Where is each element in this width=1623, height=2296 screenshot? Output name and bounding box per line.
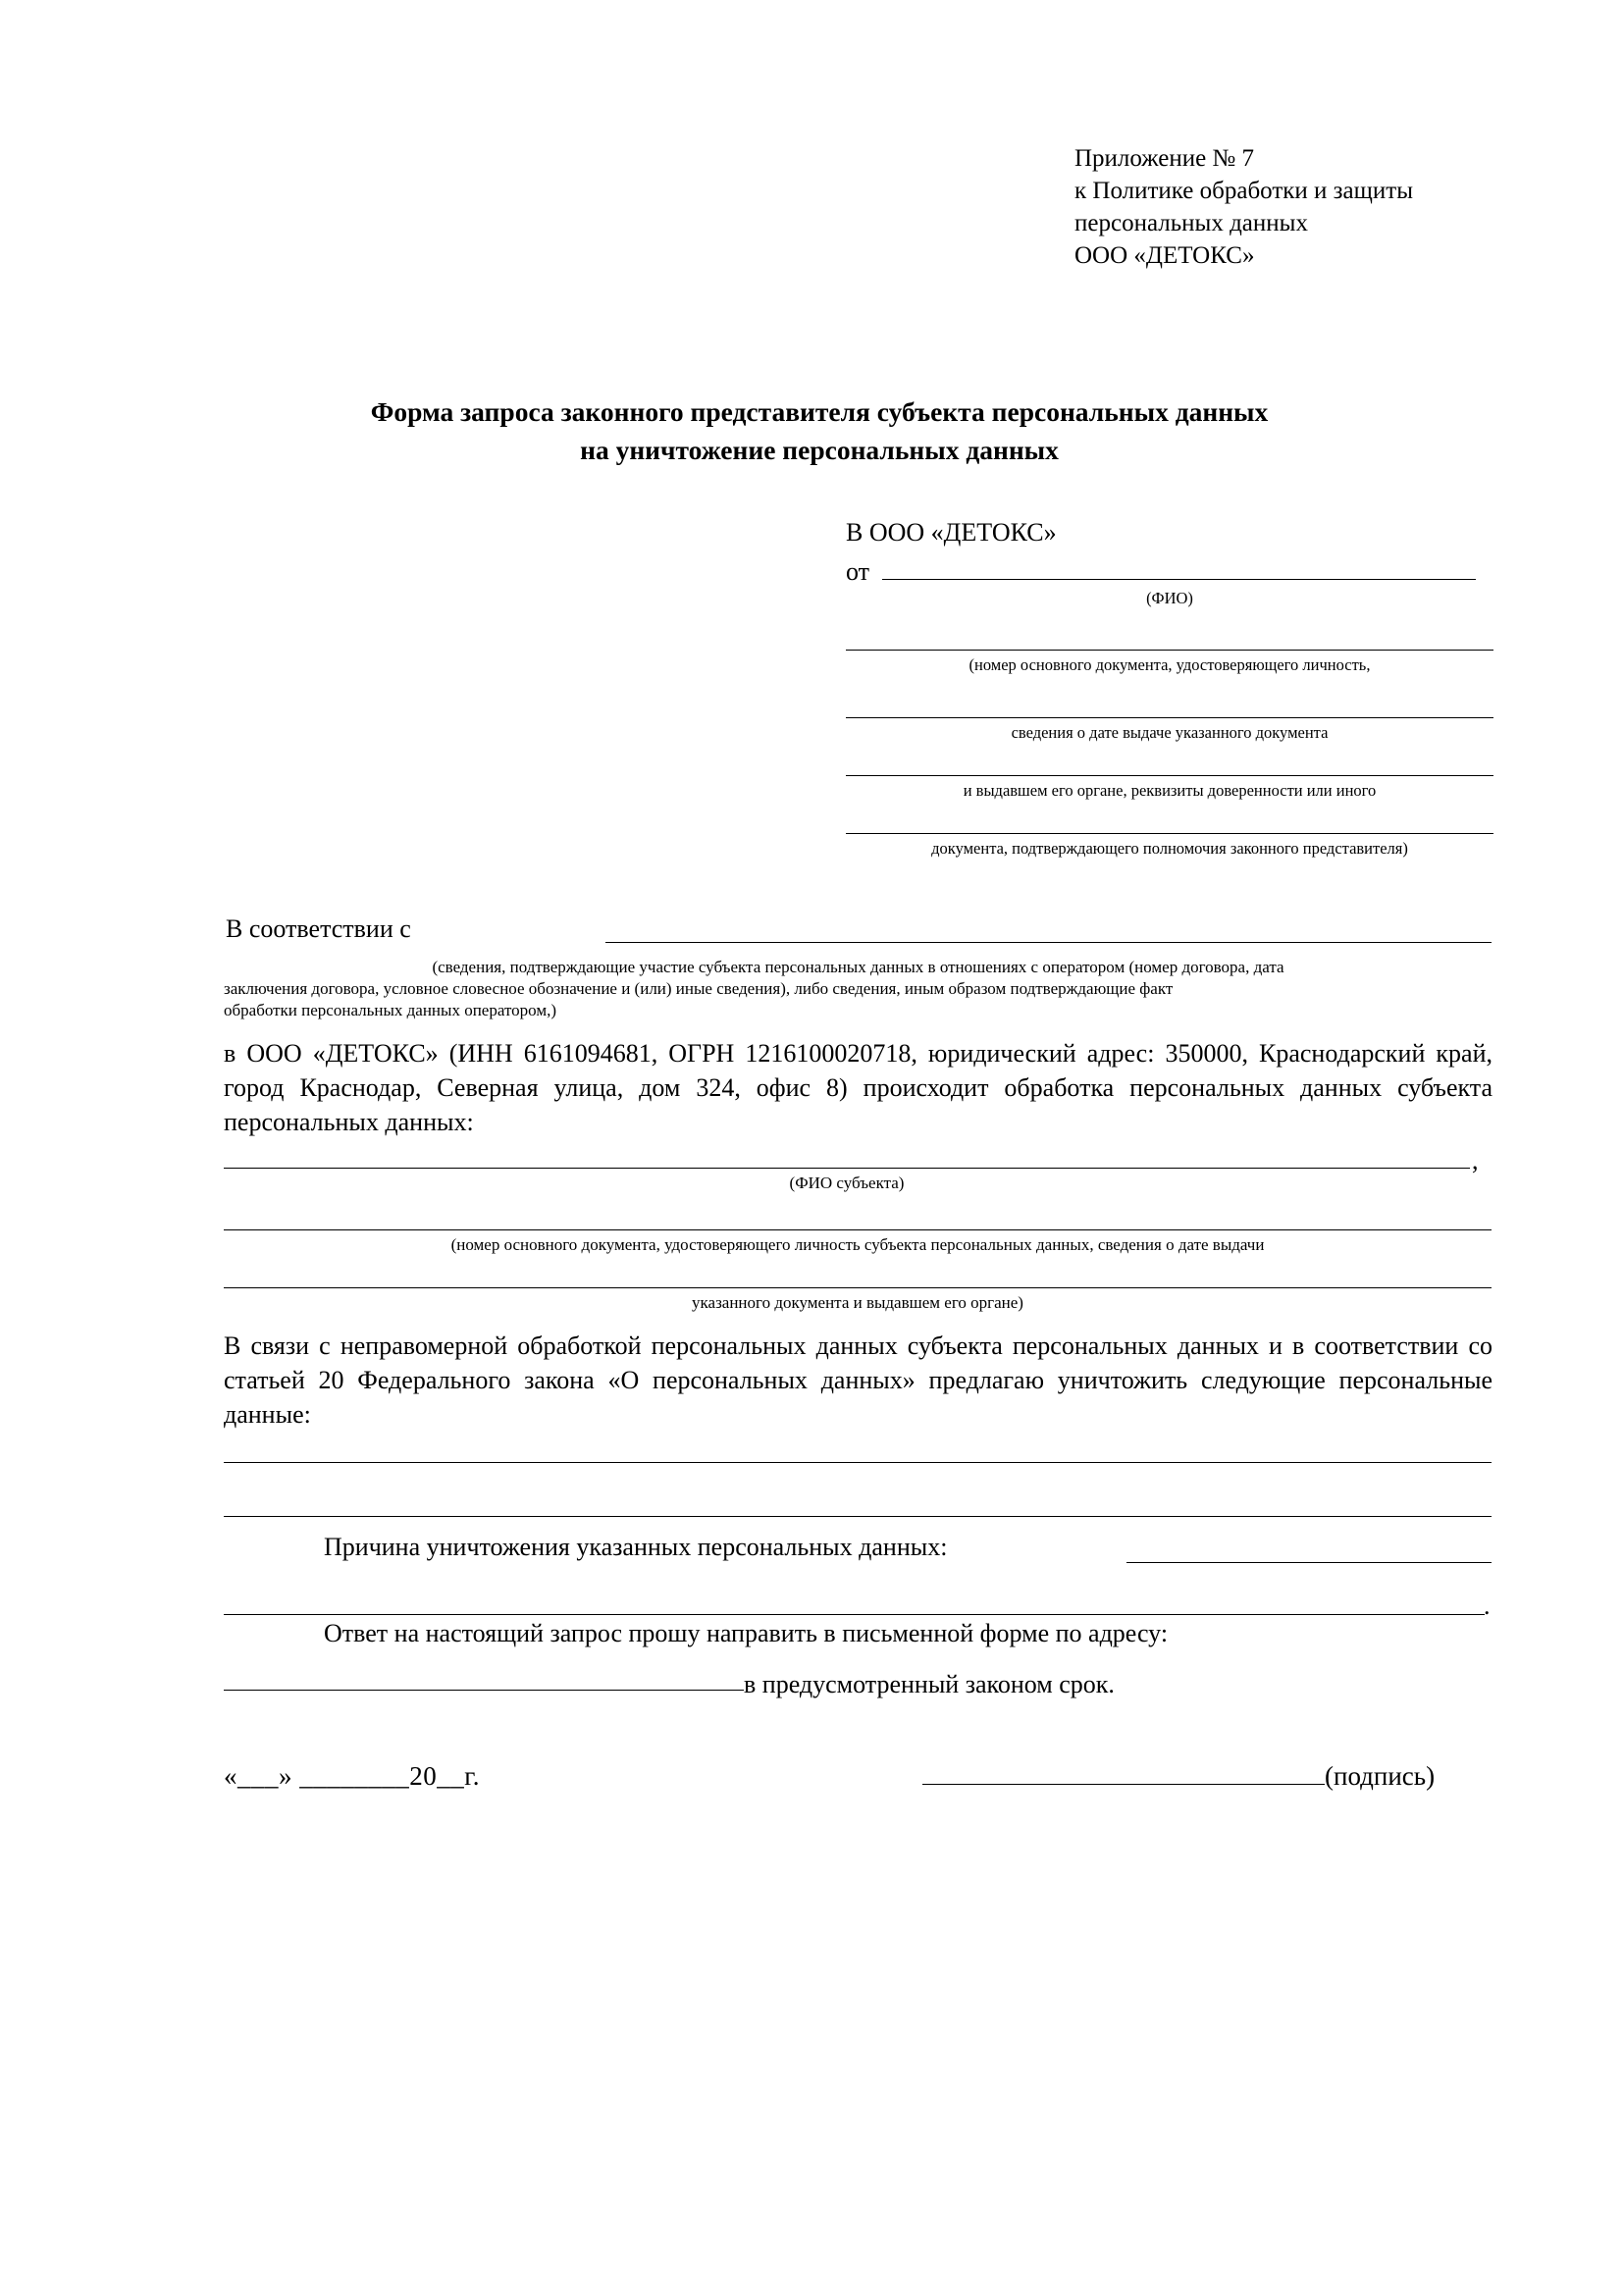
in-accordance-note-line-2: заключения договора, условное словесное обозначение и (или) иные сведения), либо сведения, иным образом подтверждающие факт — [224, 979, 1174, 999]
caption-subject-fio: (ФИО субъекта) — [789, 1174, 905, 1192]
operator-paragraph: в ООО «ДЕТОКС» (ИНН 6161094681, ОГРН 1216100020718, юридический адрес: 350000, Краснодарский край, город Краснодар, Северная улица, дом 324, офис 8) происходит обработка персональных данных субъекта персональных данных: — [224, 1039, 1492, 1136]
subject-doc-field-2[interactable] — [224, 1287, 1492, 1288]
addressee-from-row — [846, 557, 1493, 587]
in-accordance-note — [224, 957, 1492, 1021]
from-line-2[interactable] — [846, 650, 1493, 651]
page-title — [211, 392, 1428, 469]
addressee-to: В ООО «ДЕТОКС» — [846, 518, 1057, 547]
appendix-header-line-3: персональных данных — [1074, 210, 1308, 236]
destroy-reason-field-2[interactable] — [224, 1614, 1485, 1615]
signature-label: (подпись) — [1325, 1761, 1436, 1791]
in-accordance-note-line-1: (сведения, подтверждающие участие субъекта персональных данных в отношениях с оператором (номер договора, дата — [432, 958, 1284, 976]
subject-doc-field-1[interactable] — [224, 1229, 1492, 1230]
in-accordance-note-line-3: обработки персональных данных оператором,) — [224, 1001, 557, 1020]
page-title-line-1: Форма запроса законного представителя субъекта персональных данных — [370, 396, 1269, 427]
answer-line-1: Ответ на настоящий запрос прошу направить в письменной форме по адресу: — [324, 1619, 1169, 1647]
page-title-line-2: на уничтожение персональных данных — [580, 435, 1059, 466]
subject-fio-field[interactable] — [224, 1168, 1470, 1169]
date-line[interactable]: «___» ________20__г. — [224, 1761, 481, 1791]
destroy-reason-field-1[interactable] — [1126, 1562, 1492, 1563]
destroy-reason-row — [324, 1531, 1492, 1565]
appendix-header-line-2: к Политике обработки и защиты — [1074, 178, 1414, 204]
in-accordance-label: В соответствии с — [226, 914, 411, 943]
signature-field[interactable] — [922, 1765, 1325, 1785]
reason-paragraph: В связи с неправомерной обработкой персональных данных субъекта персональных данных и в соответствии со статьей 20 Федерального закона «О персональных данных» предлагаю уничтожить следующие персональные данные: — [224, 1331, 1492, 1429]
caption-fio: (ФИО) — [1146, 589, 1193, 607]
from-line-4[interactable] — [846, 775, 1493, 776]
appendix-header-line-4: ООО «ДЕТОКС» — [1074, 242, 1255, 269]
destroy-reason-period: . — [1484, 1592, 1491, 1620]
addressee-from-field[interactable] — [882, 559, 1476, 580]
caption-subject-doc-2: указанного документа и выдавшем его органе) — [692, 1293, 1023, 1312]
answer-line-2: в предусмотренный законом срок. — [744, 1670, 1115, 1698]
caption-doc-date: сведения о дате выдаче указанного документа — [1011, 723, 1329, 742]
caption-doc-organ: и выдавшем его органе, реквизиты доверенности или иного — [963, 781, 1377, 800]
caption-subject-doc: (номер основного документа, удостоверяющего личность субъекта персональных данных, сведения о дате выдачи — [450, 1235, 1265, 1254]
caption-doc-number: (номер основного документа, удостоверяющего личность, — [969, 655, 1371, 674]
from-line-5[interactable] — [846, 833, 1493, 834]
in-accordance-field[interactable] — [605, 942, 1492, 943]
addressee-from-label: от — [846, 557, 870, 586]
caption-doc-power: документа, подтверждающего полномочия законного представителя) — [931, 839, 1408, 858]
answer-address-field[interactable] — [224, 1690, 744, 1691]
signature-row — [922, 1761, 1435, 1792]
from-line-3[interactable] — [846, 717, 1493, 718]
destroy-data-line-1[interactable] — [224, 1462, 1492, 1463]
destroy-data-line-2[interactable] — [224, 1516, 1492, 1517]
destroy-reason-label: Причина уничтожения указанных персональных данных: — [324, 1533, 948, 1561]
subject-fio-comma: , — [1472, 1146, 1479, 1174]
appendix-header — [1074, 142, 1585, 272]
appendix-header-line-1: Приложение № 7 — [1074, 145, 1255, 172]
